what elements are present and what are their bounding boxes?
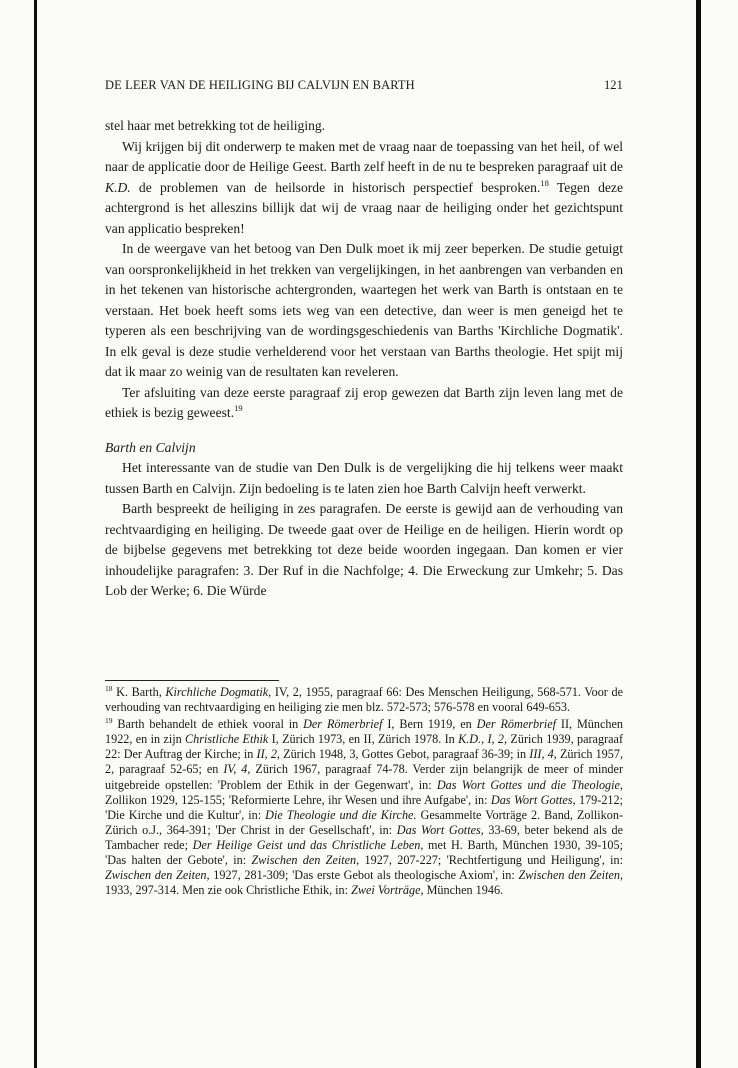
running-header xyxy=(105,78,623,93)
paragraph-2: Wij krijgen bij dit onderwerp te maken met de vraag naar de toepassing van het heil, of wel naar de applicatie door de Heilige Geest. Barth zelf heeft in de nu te bespreken paragraaf uit de K.D. de problemen van de heilsorde in historisch perspectief besproken.$^{18}$ Tegen deze achtergrond is het alleszins billijk dat wij de vraag naar de heiliging onder het gezichtspunt van applicatio bespreken! xyxy=(105,138,623,236)
section-heading: Barth en Calvijn xyxy=(105,439,196,455)
footnote-18: $^{18}$ K. Barth, Kirchliche Dogmatik, IV, 2, 1955, paragraaf 66: Des Menschen Heiligung, 568-571. Voor de verhouding van rechtvaardiging en heiliging zie men blz. 572-573; 576-578 en vooral 649-653. xyxy=(105,684,624,715)
footnotes xyxy=(105,685,623,900)
main-text xyxy=(105,116,623,602)
scan-edge-left xyxy=(34,0,37,1068)
paragraph-4: Ter afsluiting van deze eerste paragraaf zij erop gewezen dat Barth zijn leven lang met de ethiek is bezig geweest.$^{19}$ xyxy=(105,384,623,420)
paragraph-6: Barth bespreekt de heiliging in zes paragrafen. De eerste is gewijd aan de verhouding van rechtvaardiging en heiliging. De tweede gaat over de Heilige en de heiligen. Hierin wordt op de bijbelse gegevens met betrekking tot deze beide woorden ingegaan. Dan komen er vier inhoudelijke paragrafen: 3. Der Ruf in die Nachfolge; 4. Die Erweckung zur Umkehr; 5. Das Lob der Werke; 6. Die Würde xyxy=(105,501,623,598)
footnote-rule xyxy=(105,680,279,681)
running-title: DE LEER VAN DE HEILIGING BIJ CALVIJN EN BARTH xyxy=(105,78,415,92)
scan-edge-right xyxy=(696,0,701,1068)
paragraph-1: stel haar met betrekking tot de heiliging. xyxy=(105,118,326,133)
footnote-ref-19[interactable]: 19 xyxy=(234,403,243,413)
footnote-19: $^{19}$ Barth behandelt de ethiek vooral in Der Römerbrief I, Bern 1919, en Der Römerbrief II, München 1922, en in zijn Christliche Ethik I, Zürich 1973, en II, Zürich 1978. In K.D., I, 2, Zürich 1939, paragraaf 22: Der Auftrag der Kirche; in II, 2, Zürich 1948, 3, Gottes Gebot, paragraaf 36-39; in III, 4, Zürich 1957, 2, paragraaf 52-65; en IV, 4, Zürich 1967, paragraaf 74-78. Verder zijn belangrijk de meer of minder uitgebreide opstellen: 'Problem der Ethik in der Gegenwart', in: Das Wort Gottes und die Theologie, Zollikon 1929, 125-155; 'Reformierte Lehre, ihr Wesen und ihre Aufgabe', in: Das Wort Gottes, 179-212; 'Die Kirche und die Kultur', in: Die Theologie und die Kirche. Gesammelte Vorträge 2. Band, Zollikon-Zürich o.J., 364-391; 'Der Christ in der Gesellschaft', in: Das Wort Gottes, 33-69, beter bekend als de Tambacher rede; Der Heilige Geist und das Christliche Leben, met H. Barth, München 1930, 39-105; 'Das halten der Gebote', in: Zwischen den Zeiten, 1927, 207-227; 'Rechtfertigung und Heiligung', in: Zwischen den Zeiten, 1927, 281-309; 'Das erste Gebot als theologische Axiom', in: Zwischen den Zeiten, 1933, 297-314. Men zie ook Christliche Ethik, in: Zwei Vorträge, München 1946. xyxy=(105,716,624,898)
paragraph-5: Het interessante van de studie van Den Dulk is de vergelijking die hij telkens weer maakt tussen Barth en Calvijn. Zijn bedoeling is te laten zien hoe Barth Calvijn heeft verwerkt. xyxy=(105,460,623,496)
paragraph-3: In de weergave van het betoog van Den Dulk moet ik mij zeer beperken. De studie getuigt van oorspronkelijkheid in het trekken van vergelijkingen, in het aanbrengen van verbanden en in het tekenen van historische achtergronden, waartegen het werk van Barth is ontstaan en te verstaan. Het boek heeft soms iets weg van een detective, dan weer is men geneigd het te typeren als een beschrijving van de wordingsgeschiedenis van Barths 'Kirchliche Dogmatik'. In elk geval is deze studie verhelderend voor het verstaan van Barths theologie. Het spijt mij dat ik maar zo weinig van de resultaten kan reveleren. xyxy=(105,241,623,379)
page-number: 121 xyxy=(603,78,623,92)
footnote-ref-18[interactable]: 18 xyxy=(540,177,549,188)
